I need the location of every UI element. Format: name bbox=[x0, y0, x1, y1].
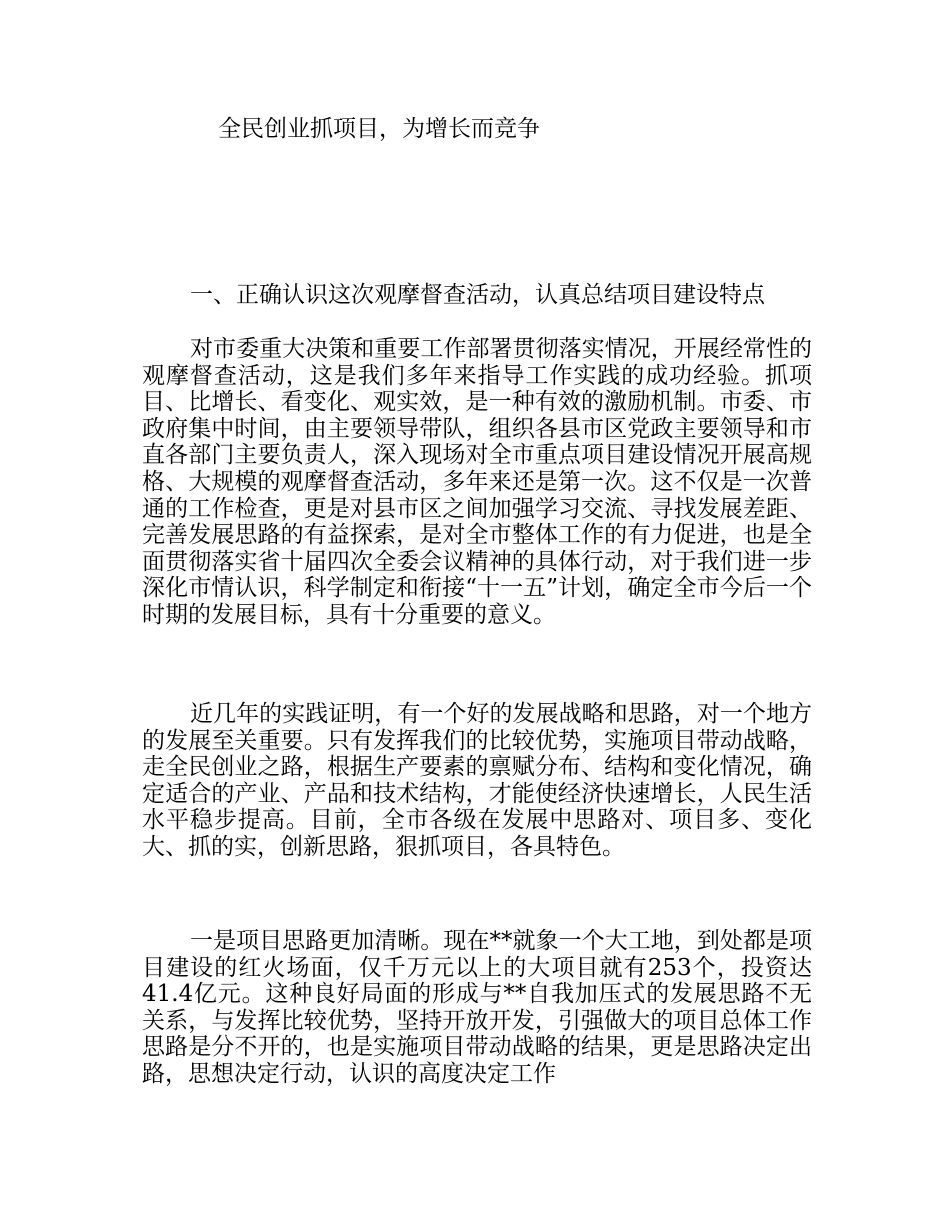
paragraph-3: 一是项目思路更加清晰。现在**就象一个大工地，到处都是项目建设的红火场面，仅千万元以上的大项目就有253个，投资达41.4亿元。这种良好局面的形成与**自我加压式的发展思路不无关系，与发挥比较优势，坚持开放开发，引强做大的项目总体工作思路是分不开的，也是实施项目带动战略的结果，更是思路决定出路，思想决定行动，认识的高度决定工作 bbox=[142, 928, 812, 1087]
document-title: 全民创业抓项目，为增长而竞争 bbox=[218, 116, 540, 142]
paragraph-1: 对市委重大决策和重要工作部署贯彻落实情况，开展经常性的观摩督查活动，这是我们多年来指导工作实践的成功经验。抓项目、比增长、看变化、观实效，是一种有效的激励机制。市委、市政府集中时间，由主要领导带队，组织各县市区党政主要领导和市直各部门主要负责人，深入现场对全市重点项目建设情况开展高规格、大规模的观摩督查活动，多年来还是第一次。这不仅是一次普通的工作检查，更是对县市区之间加强学习交流、寻找发展差距、完善发展思路的有益探索，是对全市整体工作的有力促进，也是全面贯彻落实省十届四次全委会议精神的具体行动，对于我们进一步深化市情认识，科学制定和衔接“十一五”计划，确定全市今后一个时期的发展目标，具有十分重要的意义。 bbox=[142, 336, 812, 628]
paragraph-2: 近几年的实践证明，有一个好的发展战略和思路，对一个地方的发展至关重要。只有发挥我们的比较优势，实施项目带动战略，走全民创业之路，根据生产要素的禀赋分布、结构和变化情况，确定适合的产业、产品和技术结构，才能使经济快速增长，人民生活水平稳步提高。目前，全市各级在发展中思路对、项目多、变化大、抓的实，创新思路，狠抓项目，各具特色。 bbox=[142, 701, 812, 860]
section-heading: 一、正确认识这次观摩督查活动，认真总结项目建设特点 bbox=[190, 282, 765, 308]
